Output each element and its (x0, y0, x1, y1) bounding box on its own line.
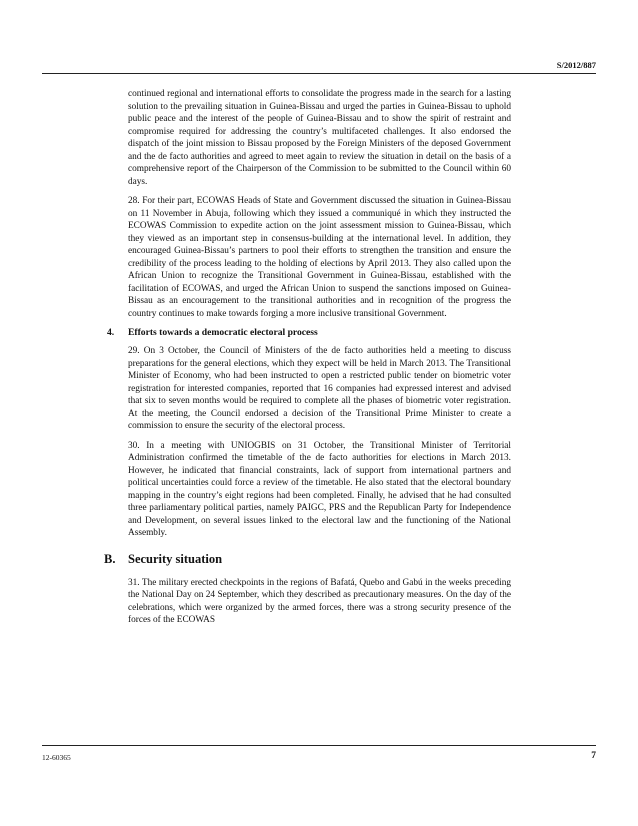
section-title: Security situation (128, 551, 223, 566)
document-symbol: S/2012/887 (556, 60, 596, 70)
section-letter: B. (104, 551, 116, 566)
subsection-heading-4 (107, 327, 511, 338)
paragraph-31: 31. The military erected checkpoints in the regions of Bafatá, Quebo and Gabú in the weeks preceding the National Day on 24 September, which they described as precautionary measures. On the day of the celebrations, which were organized by the armed forces, there was a strong security presence of the forces of the ECOWAS (128, 577, 511, 625)
paragraph-continued: continued regional and international efforts to consolidate the progress made in the search for a lasting solution to the prevailing situation in Guinea-Bissau and urged the parties in Guinea-Bissau to uphold public peace and the interest of the people of Guinea-Bissau and to show the spirit of restraint and compromise required for addressing the country’s multifaceted challenges. It also endorsed the dispatch of the joint mission to Bissau proposed by the Foreign Ministers of the deposed Government and the de facto authorities and agreed to meet again to review the situation in detail on the basis of a comprehensive report of the Chairperson of the Commission to be submitted to the Council within 60 days. (128, 89, 511, 187)
paragraph-30: 30. In a meeting with UNIOGBIS on 31 October, the Transitional Minister of Territorial Administration confirmed the timetable of the de facto authorities for elections in March 2013. However, he indicated that financial constraints, lack of support from international partners and political uncertainties could force a review of the timetable. He also stated that the electoral boundary mapping in the country’s eight regions had been completed. Finally, he advised that he had consulted three parliamentary political parties, namely PAIGC, PRS and the Republican Party for Independence and Development, on several issues linked to the electoral law and the functioning of the National Assembly. (128, 440, 511, 538)
footer-divider (42, 745, 596, 746)
footer-document-number: 12-60365 (42, 753, 71, 762)
paragraph-29: 29. On 3 October, the Council of Ministers of the de facto authorities held a meeting to discuss preparations for the general elections, which they expect will be held in March 2013. The Transitional Minister of Economy, who had been instructed to open a restricted public tender on biometric voter registration for interested companies, reported that 16 companies had expressed interest and advised that six to seven months would be required to complete all the phases of biometric voter registration. At the meeting, the Council endorsed a decision of the Transitional Prime Minister to create a commission to ensure the security of the electoral process. (128, 346, 511, 431)
subsection-number: 4. (107, 327, 115, 338)
paragraph-28: 28. For their part, ECOWAS Heads of State and Government discussed the situation in Guinea-Bissau on 11 November in Abuja, following which they issued a communiqué in which they instructed the ECOWAS Commission to expedite action on the joint assessment mission to Guinea-Bissau, which they viewed as an important step in consensus-building at the international level. In addition, they encouraged Guinea-Bissau’s partners to pool their efforts to strengthen the transition and ensure the credibility of the process leading to the holding of elections by April 2013. They also called upon the African Union to recognize the Transitional Government in Guinea-Bissau, established with the facilitation of ECOWAS, and urged the African Union to suspend the sanctions imposed on Guinea-Bissau as an encouragement to the transitional authorities and in recognition of the progress the country continues to make towards forging a more inclusive transitional Government. (128, 196, 511, 319)
header-divider (42, 73, 596, 74)
page-number: 7 (591, 751, 596, 761)
subsection-title: Efforts towards a democratic electoral process (128, 327, 318, 338)
section-heading-b (104, 551, 511, 567)
document-body (104, 88, 511, 634)
